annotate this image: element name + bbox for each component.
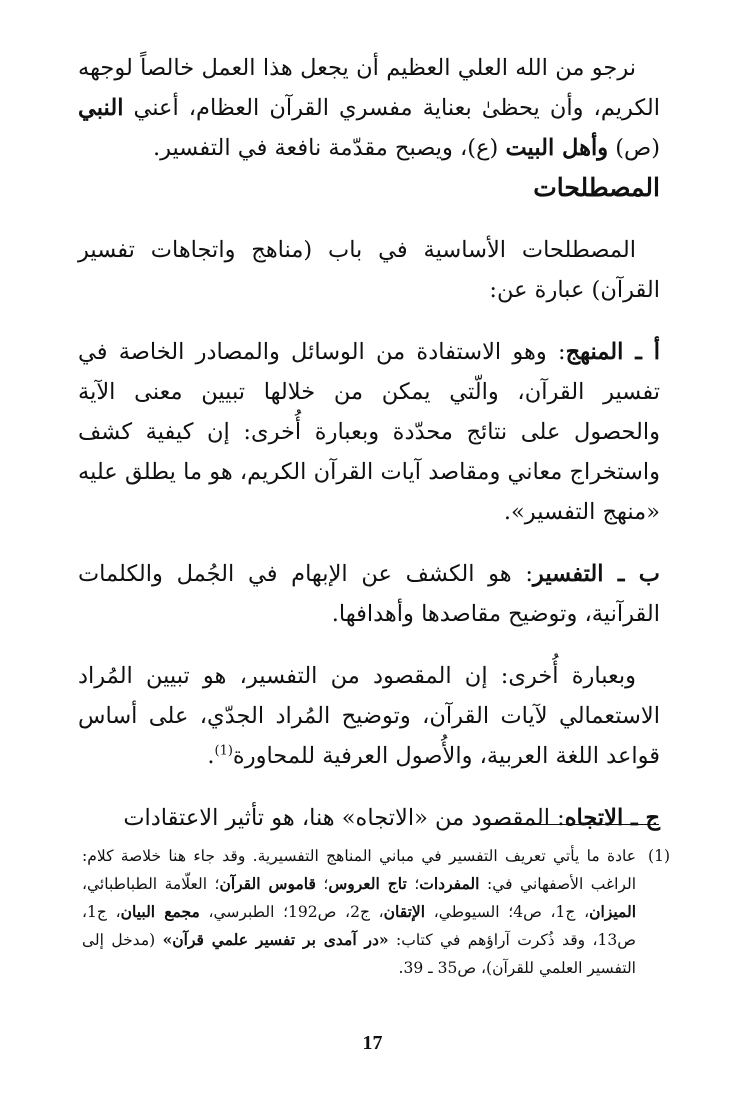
footnote-divider: [489, 824, 659, 825]
tafsir-other-text: وبعبارة أُخرى: إن المقصود من التفسير، هو تبيين المُراد الاستعمالي لآيات القرآن، وتوضيح المُراد الجدّي، على أساس قواعد اللغة العربية، والأُصول العرفية للمحاورة: [78, 663, 660, 769]
term-tafsir-text: : هو الكشف عن الإبهام في الجُمل والكلمات القرآنية، وتوضيح مقاصدها وأهدافها.: [78, 561, 660, 627]
terms-intro-paragraph: المصطلحات الأساسية في باب (مناهج واتجاهات تفسير القرآن) عبارة عن:: [78, 237, 660, 303]
footnote-text-5: ، ج1، ص4؛ السيوطي،: [425, 903, 590, 921]
footnote-text-6: ، ج2، ص192؛ الطبرسي،: [199, 903, 384, 921]
footnote-bold-qamus-al-quran: قاموس القرآن: [219, 874, 316, 893]
footnote-text-1: عادة ما يأتي تعريف التفسير في مباني المناهج التفسيرية. وقد جاء هنا خلاصة كلام: الراغب الأصفهاني في:: [82, 847, 637, 893]
intro-bold-ahl-al-bayt: وأهل البيت: [505, 135, 609, 161]
footnote-bold-majma-al-bayan: مجمع البيان: [120, 902, 200, 921]
intro-text-c: (ع)، ويصبح مقدّمة نافعة في التفسير.: [152, 135, 506, 161]
footnote-text-7: ، ج1، ص13، وقد ذُكرت آراؤهم في كتاب:: [82, 903, 637, 949]
footnote-bold-al-itqan: الإتقان: [383, 902, 426, 921]
tafsir-other-end: .: [207, 743, 215, 769]
footnote-body: [82, 842, 636, 982]
term-method-label: أ ـ المنهج: [565, 339, 661, 365]
term-tafsir-label: ب ـ التفسير: [532, 561, 660, 587]
term-direction-text: : المقصود من «الاتجاه» هنا، هو تأثير الاعتقادات: [123, 805, 565, 831]
footnote-reference[interactable]: (1): [214, 743, 233, 759]
footnote-text-4: ؛ العلّامة الطباطبائي،: [82, 875, 220, 893]
footnote-bold-book-title: «در آمدى بر تفسير علمي قرآن»: [162, 930, 389, 949]
section-heading: المصطلحات: [533, 173, 660, 202]
intro-text-b: (ص): [608, 135, 660, 161]
footnote-bold-mufradat: المفردات: [419, 874, 480, 893]
term-tafsir-paragraph: [78, 554, 660, 634]
intro-text-a: نرجو من الله العلي العظيم أن يجعل هذا العمل خالصاً لوجهه الكريم، وأن يحظىٰ بعناية مفسري القرآن العظام، أعني: [78, 55, 660, 121]
page-number: 17: [362, 1032, 383, 1054]
footnote-text-2: ؛: [406, 875, 420, 893]
footnote-item: [82, 842, 670, 982]
footnote-bold-taj-al-arus: تاج العروس: [328, 874, 407, 893]
term-direction-label: ج ـ الاتجاه: [564, 805, 660, 831]
term-method-text: : وهو الاستفادة من الوسائل والمصادر الخاصة في تفسير القرآن، والّتي يمكن من خلالها تبيين معنى الآية والحصول على نتائج محدّدة وبعبارة أُخرى: إن كيفية كشف واستخراج معاني ومقاصد آيات القرآن الكريم، هو ما يطلق عليه «منهج التفسير».: [78, 339, 660, 525]
footnote-bold-al-mizan: الميزان: [589, 902, 637, 921]
intro-bold-prophet: النبي: [78, 95, 124, 121]
footnote-number: (1): [648, 847, 670, 865]
footnote-text-8: (مدخل إلى التفسير العلمي للقرآن)، ص35 ـ 39.: [82, 931, 636, 977]
term-direction-paragraph: [78, 798, 660, 838]
footnote-text-3: ؛: [315, 875, 329, 893]
tafsir-other-paragraph: [78, 656, 660, 776]
intro-paragraph: [78, 48, 660, 168]
term-method-paragraph: [78, 332, 660, 532]
footnotes-section: [82, 842, 670, 982]
page-body: [78, 48, 660, 838]
